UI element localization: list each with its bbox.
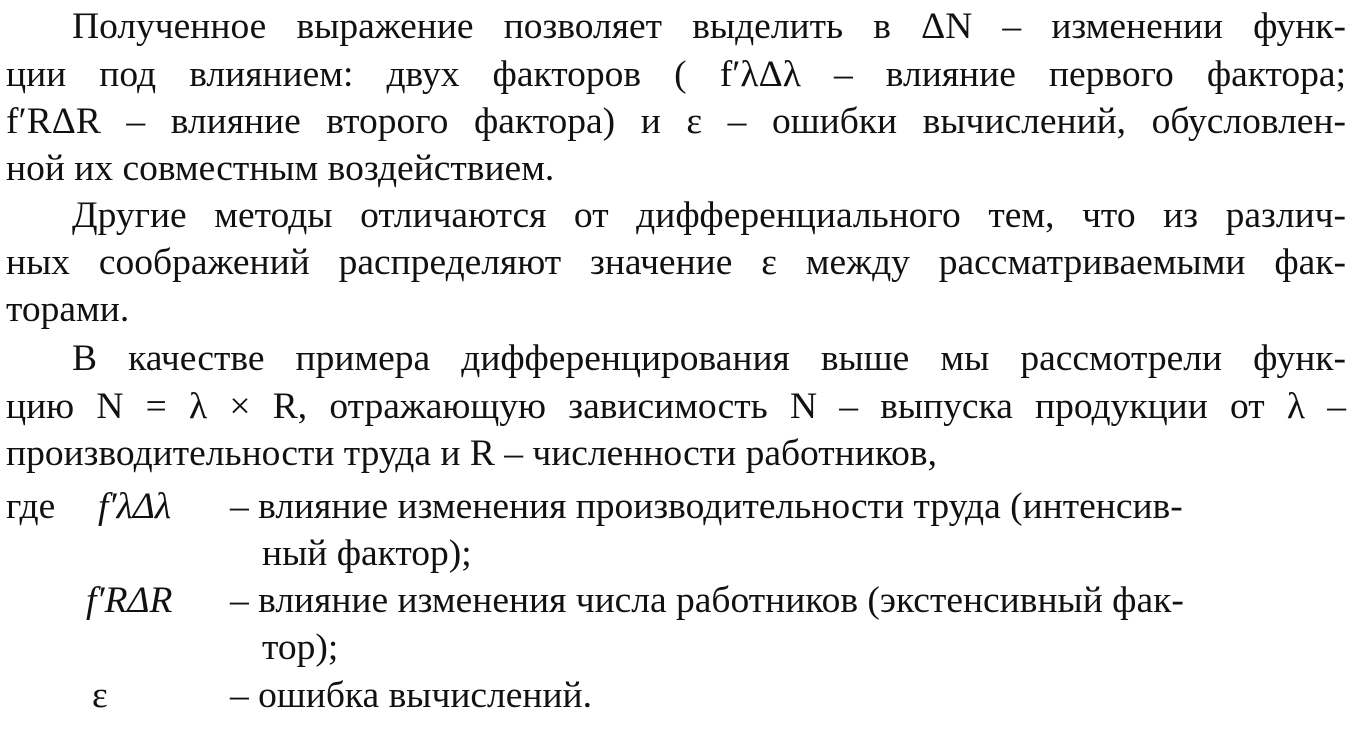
paragraph2-line1: Другие методы отличаются от дифференциального тем, что из различ- (72, 195, 1346, 236)
definition-text-1-line2: ный фактор); (262, 533, 472, 574)
definition-symbol-2: f′RΔR (86, 580, 173, 621)
definition-text-2-line2: тор); (262, 627, 339, 668)
definition-symbol-3: ε (92, 675, 108, 716)
paragraph1-line1: Полученное выражение позволяет выделить в ΔN – изменении функ- (72, 6, 1346, 47)
where-label: где (6, 486, 56, 527)
paragraph2-line3: торами. (6, 289, 130, 330)
paragraph3-line3: производительности труда и R – численности работников, (6, 433, 937, 474)
paragraph3-line1: В качестве примера дифференцирования выше мы рассмотрели функ- (72, 338, 1346, 379)
paragraph2-line2: ных соображений распределяют значение ε между рассматриваемыми фак- (6, 242, 1346, 283)
definition-symbol-1: f′λΔλ (98, 486, 172, 527)
document-page: Полученное выражение позволяет выделить в ΔN – изменении функ- ции под влиянием: двух факторов ( f′λΔλ – влияние первого фактора; f′RΔR – влияние второго фактора) и ε – ошибки вычислений, обусловлен- ной их совместным воздействием. Другие методы отличаются от дифференциального тем, что из различ- ных соображений распределяют значение ε между рассматриваемыми фак- торами. В качестве примера дифференцирования выше мы рассмотрели функ- цию N = λ × R, отражающую зависимость N – выпуска продукции от λ – производительности труда и R – численности работников, где f′λΔλ – влияние изменения производительности труда (интенсив- ный фактор); f′RΔR – влияние изменения числа работников (экстенсивный фак- тор); ε – ошибка вычислений. (0, 0, 1356, 743)
paragraph1-line2: ции под влиянием: двух факторов ( f′λΔλ – влияние первого фактора; (6, 54, 1346, 95)
paragraph3-line2: цию N = λ × R, отражающую зависимость N – выпуска продукции от λ – (6, 386, 1346, 427)
paragraph1-line4: ной их совместным воздействием. (6, 148, 555, 189)
paragraph1-line3: f′RΔR – влияние второго фактора) и ε – ошибки вычислений, обусловлен- (6, 101, 1346, 142)
